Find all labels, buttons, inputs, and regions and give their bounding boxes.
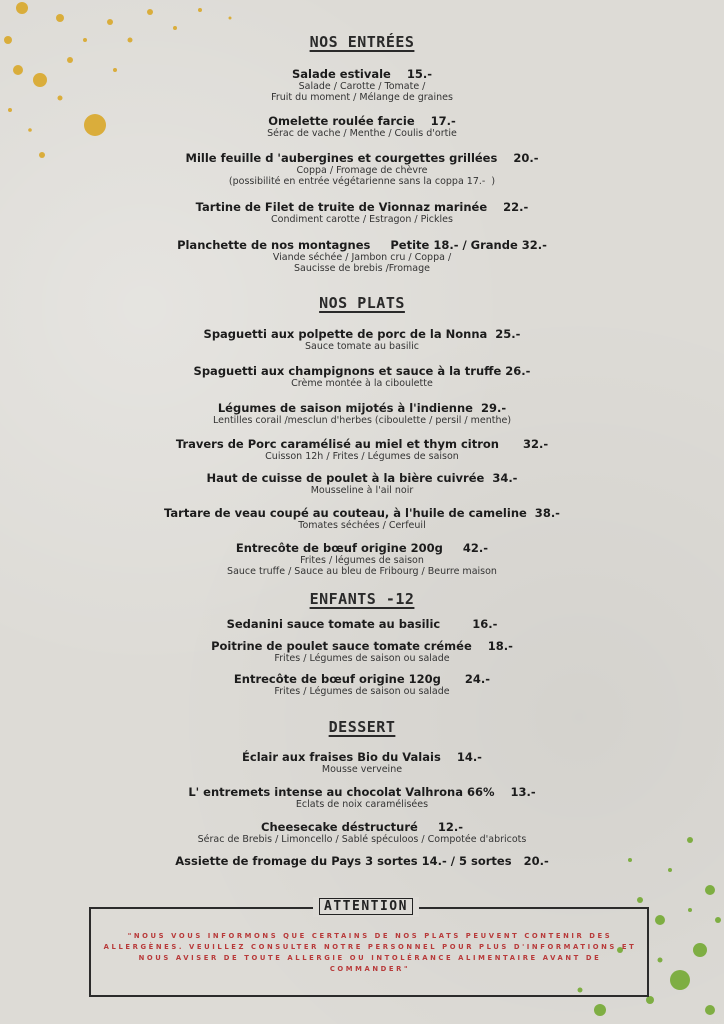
menu-item (0, 402, 724, 426)
item-description: Mousseline à l'ail noir (310, 485, 414, 496)
menu-item (0, 438, 724, 462)
item-name: Sedanini sauce tomate au basilic 16.- (226, 617, 498, 631)
item-description: Condiment carotte / Estragon / Pickles (271, 214, 453, 225)
item-name: Tartine de Filet de truite de Vionnaz marinée 22.- (195, 200, 529, 214)
item-name: Omelette roulée farcie 17.- (268, 114, 456, 128)
menu-item (0, 152, 724, 187)
item-description: Cuisson 12h / Frites / Légumes de saison (265, 451, 459, 462)
menu-item (0, 115, 724, 139)
item-name: Assiette de fromage du Pays 3 sortes 14.- / 5 sortes 20.- (175, 854, 549, 868)
item-description: Mousse verveine (321, 764, 403, 775)
menu-item (0, 618, 724, 631)
item-name: Éclair aux fraises Bio du Valais 14.- (242, 750, 482, 764)
section-title-entrees: NOS ENTRÉES (309, 33, 415, 51)
item-name: Entrecôte de bœuf origine 120g 24.- (233, 672, 491, 686)
item-description: Crème montée à la ciboulette (291, 378, 433, 389)
item-description: Frites / Légumes de saison ou salade (274, 686, 450, 697)
menu-item (0, 239, 724, 274)
item-name: Spaguetti aux polpette de porc de la Nonna 25.- (203, 327, 521, 341)
item-description: Sérac de vache / Menthe / Coulis d'ortie (267, 128, 457, 139)
item-description: Lentilles corail /mesclun d'herbes (ciboulette / persil / menthe) (212, 415, 512, 426)
item-name: L' entremets intense au chocolat Valhrona 66% 13.- (188, 785, 536, 799)
allergen-notice-text: "NOUS VOUS INFORMONS QUE CERTAINS DE NOS PLATS PEUVENT CONTENIR DES ALLERGÈNES. VEUILLEZ CONSULTER NOTRE PERSONNEL POUR PLUS D'INFORMATIONS ET NOUS AVISER DE TOUTE ALLERGIE OU INTOLÉRANCE ALIMENTAIRE AVANT DE COMMANDER" (103, 932, 637, 973)
menu-item (0, 821, 724, 845)
menu-item (0, 328, 724, 352)
menu-item (0, 68, 724, 103)
item-name: Cheesecake déstructuré 12.- (261, 820, 463, 834)
menu-item (0, 640, 724, 664)
menu-item (0, 786, 724, 810)
item-description: Eclats de noix caramélisées (295, 799, 429, 810)
item-name: Poitrine de poulet sauce tomate crémée 18.- (211, 639, 513, 653)
section-title-dessert: DESSERT (328, 718, 396, 736)
item-name: Planchette de nos montagnes Petite 18.- / Grande 32.- (177, 238, 547, 252)
item-name: Haut de cuisse de poulet à la bière cuivrée 34.- (206, 471, 518, 485)
menu-item (0, 673, 724, 697)
item-description: Frites / Légumes de saison ou salade (274, 653, 450, 664)
item-description: Coppa / Fromage de chèvre (possibilité en entrée végétarienne sans la coppa 17.- ) (228, 165, 496, 187)
menu-item (0, 472, 724, 496)
item-name: Mille feuille d 'aubergines et courgettes grillées 20.- (185, 151, 539, 165)
item-name: Entrecôte de bœuf origine 200g 42.- (235, 541, 489, 555)
item-description: Viande séchée / Jambon cru / Coppa / Saucisse de brebis /Fromage (272, 252, 452, 274)
item-name: Légumes de saison mijotés à l'indienne 29.- (217, 401, 507, 415)
menu-item (0, 365, 724, 389)
item-name: Tartare de veau coupé au couteau, à l'huile de cameline 38.- (164, 506, 560, 520)
menu-item (0, 751, 724, 775)
menu-item (0, 855, 724, 868)
item-description: Salade / Carotte / Tomate / Fruit du moment / Mélange de graines (271, 81, 453, 103)
item-name: Salade estivale 15.- (291, 67, 433, 81)
item-description: Tomates séchées / Cerfeuil (298, 520, 426, 531)
attention-title: ATTENTION (313, 897, 419, 917)
item-description: Sauce tomate au basilic (305, 341, 419, 352)
item-description: Sérac de Brebis / Limoncello / Sablé spéculoos / Compotée d'abricots (197, 834, 527, 845)
menu-item (0, 542, 724, 577)
item-description: Frites / légumes de saison Sauce truffe / Sauce au bleu de Fribourg / Beurre maison (227, 555, 497, 577)
menu-item (0, 507, 724, 531)
section-title-enfants: ENFANTS -12 (309, 590, 415, 608)
section-title-plats: NOS PLATS (319, 294, 405, 312)
item-name: Spaguetti aux champignons et sauce à la truffe 26.- (193, 364, 531, 378)
menu-item (0, 201, 724, 225)
item-name: Travers de Porc caramélisé au miel et thym citron 32.- (175, 437, 549, 451)
